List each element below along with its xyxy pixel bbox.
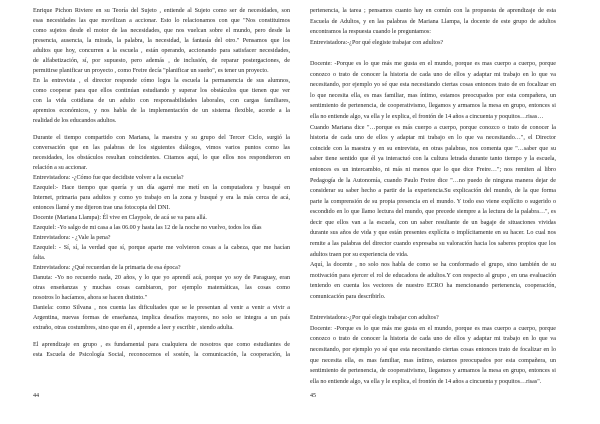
text-line: parte la comprensión de su propia presencia en el mundo. Y todo eso viene explícito o sugerido o	[310, 198, 556, 205]
text-line: necesitando, por ejemplo yo sé que esta necesitando ciertas cosas entonces trato de focalizar en lo	[310, 347, 556, 353]
text-line: Ezequiel: -Yo salgo de mi casa a las 06.00 y hasta las 12 de la noche no vuelvo, todos los días	[33, 225, 262, 231]
paragraph	[33, 183, 290, 213]
text-line: adultos que hoy, concurren a la escuela , están operando, accionando para satisfacer necesidades,	[33, 48, 290, 54]
text-line: Daniela: como Silvana , nos cuenta las dificultades que se le presentan al venir a venir a vivir a	[33, 305, 290, 311]
text-line: saber tiene sentido que él ya interactuó con la cultura letrada durante tanto tiempo y la escuela,	[310, 156, 556, 163]
paragraph-spacer	[310, 48, 556, 59]
text-line: permitirse planificar un proyecto , como Freire decía "planificar un sueño", es tener un proyecto.	[33, 68, 269, 74]
paragraph	[33, 173, 290, 183]
text-line: comunicación para describirlo.	[310, 294, 386, 301]
page-number-right: 45	[310, 393, 317, 399]
text-line: realidad de los educandos adultos.	[33, 118, 117, 124]
left-page-body	[33, 6, 290, 360]
paragraph	[310, 38, 556, 49]
paragraph	[310, 260, 556, 302]
text-line: Aquí, la docente , no solo nos habla de como se ha conformado el grupo, sino también de su	[310, 262, 556, 269]
text-line: Entrevistadora:-¿Por qué elegis trabajar con adultos?	[310, 315, 439, 322]
text-line: En la entrevista , el director responde cómo logra la escuela la permanencia de sus alumnos,	[33, 78, 290, 84]
text-line: Enrique Pichon Riviere en su Teoría del Sujeto , entiende al Sujeto como ser de necesidades, son	[33, 8, 290, 14]
text-line: conversación que en las palabras de los siguientes diálogos, vimos varios puntos como las	[33, 145, 290, 151]
text-line: otras enseñanzas y muchas cosas cambiaron, por ejemplo matemáticas, las cosas como	[33, 285, 290, 291]
text-line: necesitando, por ejemplo yo sé que esta necesitando ciertas cosas entonces trato de en focalizar en	[310, 82, 556, 89]
text-line: remite a las palabras del director cuando expresaba su valoración hacia los saberes propios que los	[310, 241, 556, 248]
text-line: que necesita ella, es mas familiar, mas íntimo, estamos preocupados por esta compañera, un	[310, 357, 556, 364]
text-line: El aprendizaje en grupo , es fundamental para cualquiera de nosotros que como estudiantes de	[33, 342, 290, 348]
text-line: sentimiento de pertenencia, de cooperativismo, llegamos y armamos la mesa en grupo, entonces si	[310, 368, 556, 375]
text-line: presencia, ausencia, la mirada, la palabra, la necesidad, la fantasía del otro." Pensamos que los	[33, 38, 290, 44]
text-line: conozco o trato de conocer la historia de cada uno de ellos y adaptar mi trabajo en lo que va	[310, 71, 556, 78]
text-line: lo que necesita ella, es mas familiar, mas íntimo, estamos preocupados por esta compañera, un	[310, 92, 556, 99]
text-line: encontramos la respuesta cuando le preguntamos:	[310, 29, 431, 36]
paragraph	[33, 303, 290, 333]
text-line: Pedagogía de la Autonomía, cuando Paulo Freire dice "…no puedo de ninguna manera dejar de	[310, 177, 556, 184]
text-line: Docente (Mariana Llampa): Él vive en Claypole, de acá se va para allá.	[33, 215, 207, 221]
paragraph	[310, 324, 556, 388]
text-line: escondido en lo que llamo lectura del mundo, que precede siempre a la lectura de la palabra…", es	[310, 209, 556, 216]
right-page-body	[310, 6, 556, 387]
text-line: Escuela de Adultos, y en las palabras de Mariana Llampa, la docente de este grupo de adultos	[310, 18, 556, 25]
paragraph	[33, 340, 290, 360]
text-line: conozco o trato de conocer la historia de cada uno de ellos y adaptar mi trabajo en lo que va	[310, 336, 556, 343]
paragraph-spacer	[310, 303, 556, 314]
text-line: esta Escuela de Psicología Social, reconocemos el sostén, la comunicación, la cooperación, la	[33, 352, 290, 358]
text-line: historia de cada uno de ellos y adaptar mi trabajo en lo que va necesitando…", el Director	[310, 135, 556, 142]
text-line: con la vida cotidiana de un adulto con responsabilidades laborales, con cargas familiares,	[33, 98, 290, 104]
paragraph	[33, 6, 290, 76]
text-line: apremios económicos, y nos habla de la implementación de un sistema flexible, acorde a la	[33, 108, 290, 114]
text-line: Argentina, nuevas formas de enseñanza, implica desafíos mayores, no solo se integra a un país	[33, 315, 290, 321]
text-line: ella no entiende algo, va ella y le explica, el frontón de 14 años a cincuenta y poquitos…risas…	[310, 113, 544, 120]
text-line: entonces es un intercambio, ni más ni menos que lo que dice Freire…"; nos remiten al libro	[310, 166, 556, 173]
text-line: adultos traen por su experiencia de vida.	[310, 251, 409, 258]
paragraph	[33, 223, 290, 233]
text-line: sentimiento de pertenencia, de cooperativismo, llegamos y armamos la mesa en grupo, entonces si	[310, 103, 556, 110]
text-line: Entrevistadora: ¿Qué recuerdan de la primaria de esa época?	[33, 265, 181, 271]
text-line: como sujetos desde el motor de las necesidades, que nos vuelcan sobre el mundo, pero desde la	[33, 28, 290, 34]
text-line: falta.	[33, 255, 46, 261]
text-line: Durante el tiempo compartido con Mariana, la maestra y su grupo del Tercer Ciclo, surgió la	[33, 135, 290, 141]
text-line: teniendo en cuenta los vectores de nuestro ECRO ha mencionando pertenencia, cooperación,	[310, 283, 556, 290]
text-line: durante sus años de vida y que están presentes explícita o implícitamente en su hacer. Lo cual nos	[310, 230, 556, 237]
text-line: Cuando Mariana dice "…porque es más cuerpo a cuerpo, porque conozco o trato de conocer la	[310, 124, 556, 131]
text-line: relación a su accionar.	[33, 165, 88, 171]
text-line: Entrevistadora: - ¿Vale la pena?	[33, 235, 111, 241]
text-line: motivación para ejercer el rol de educadora de adultos.Y con respecto al grupo , en una evaluación	[310, 272, 556, 279]
text-line: extraño, otras costumbres, sino que en él , aprende a leer y escribir , siendo adulta.	[33, 325, 234, 331]
page-number-left: 44	[33, 393, 40, 399]
text-line: Danuta: -Yo no recuerdo nada, 20 años, y lo que yo aprendí acá, porque yo soy de Paraguay, eran	[33, 275, 290, 281]
paragraph	[33, 213, 290, 223]
paragraph	[33, 233, 290, 243]
paragraph	[33, 133, 290, 173]
paragraph	[33, 76, 290, 126]
text-line: nosotros lo hacíamos, ahora se hacen distinto."	[33, 295, 148, 301]
text-line: de alfabetización, sí, por supuesto, pero además , de inclusión, de reparar postergaciones, de	[33, 58, 290, 64]
text-line: considerar su saber hecho a partir de la experiencia.Su explicación del mundo, de la que forma	[310, 188, 556, 195]
paragraph	[310, 6, 556, 38]
text-line: coincide con la maestra y en su entrevista, en otras palabras, nos comenta que "…saber que su	[310, 145, 556, 152]
text-line: Entrevistadora:-¿Por qué elegiste trabajar con adultos?	[310, 39, 444, 46]
text-line: Docente: -Porque es lo que más me gusta en el mundo, porque es mas cuerpo a cuerpo, porque	[310, 325, 556, 332]
text-line: Docente: -Porque es lo que más me gusta en el mundo, porque es mas cuerpo a cuerpo, porque	[310, 60, 556, 67]
paragraph	[310, 123, 556, 261]
text-line: Ezequiel:- Hace tiempo que quería y un día agarré me metí en la computadora y busqué en	[33, 185, 290, 191]
paragraph	[310, 313, 556, 324]
paragraph-spacer	[33, 333, 290, 340]
text-line: ella no entiende algo, va ella y le explica, el frontón de 14 años a cincuenta y poquitos…risas".	[310, 378, 542, 385]
text-line: Entrevistadora: -¿Cómo fue que decidiste volver a la escuela?	[33, 175, 184, 181]
paragraph	[33, 243, 290, 263]
text-line: Ezequiel: - Sí, sí, la verdad que sí, porque aparte me volvieron cosas a la cabeza, que me hacían	[33, 245, 290, 251]
text-line: como cooperar para que ellos continúan estudiando y superar los obstáculos que tienen que ver	[33, 88, 290, 94]
paragraph	[33, 263, 290, 273]
text-line: entonces llamé y me dijeron trae una fotocopia del DNI.	[33, 205, 171, 211]
text-line: decir que ellos van a la escuela, con un saber resultante de un bagaje de situaciones vividas	[310, 219, 556, 226]
paragraph	[310, 59, 556, 123]
text-line: Internet, primaria para adultos y como yo trabajo en la zona y busqué y era la más cerca de acá,	[33, 195, 290, 201]
text-line: necesidades, los obstáculos resultan coincidentes. Citamos aquí, lo que ellos nos respondieron en	[33, 155, 290, 161]
paragraph	[33, 273, 290, 303]
text-line: pertenencia, la tarea ; pensamos cuanto hay en común con la propuesta de aprendizaje de esta	[310, 8, 556, 14]
paragraph-spacer	[33, 126, 290, 133]
text-line: esas necesidades las que movilizan a accionar. Esto lo relacionamos con que "Nos constituimos	[33, 18, 290, 24]
